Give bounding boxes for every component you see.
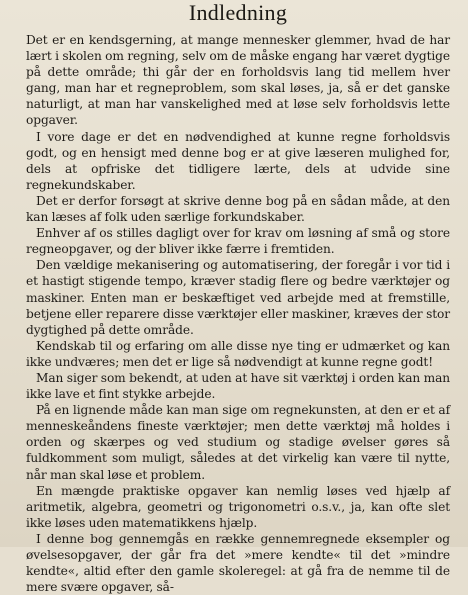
paragraph: Det er en kendsgerning, at mange mennesker glemmer, hvad de har lært i skolen om regning, selv om de måske engang har været dygtige på dette område; thi går der en forholdsvis lang tid mellem hver gang, man har et regneproblem, som skal løses, ja, så er det ganske naturligt, at man har vanskelighed med at løse selv forholdsvis lette opgaver. bbox=[26, 33, 450, 128]
paragraph: En mængde praktiske opgaver kan nemlig løses ved hjælp af aritmetik, algebra, geometri og trigonometri o.s.v., ja, kan ofte slet ikke løses uden matematikkens hjælp. bbox=[26, 483, 450, 530]
paragraph: Den vældige mekanisering og automatisering, der foregår i vor tid i et hastigt stigende tempo, kræver stadig flere og bedre værktøjer og maskiner. Enten man er beskæftiget ved arbejde med at fremstille, betjene eller reparere disse værktøjer eller maskiner, kræves der stor dygtighed på dette område. bbox=[26, 258, 450, 337]
paragraph: På en lignende måde kan man sige om regnekunsten, at den er et af menneskeåndens fineste værktøjer; men dette værktøj må holdes i orden og skærpes og ved studium og stadige øvelser gøres så fuldkomment som muligt, således at det virkelig kan være til nytte, når man skal løse et problem. bbox=[26, 403, 450, 482]
paragraph: Man siger som bekendt, at uden at have sit værktøj i orden kan man ikke lave et fint stykke arbejde. bbox=[26, 370, 450, 402]
chapter-heading: Indledning bbox=[188, 0, 288, 25]
paragraph: I vore dage er det en nødvendighed at kunne regne forholdsvis godt, og en hensigt med denne bog er at give læseren mulighed for, dels at opfriske det tidligere lærte, dels at udvide sine regnekundskaber. bbox=[26, 129, 450, 192]
paragraph: Det er derfor forsøgt at skrive denne bog på en sådan måde, at den kan læses af folk uden særlige forkundskaber. bbox=[26, 193, 450, 225]
paragraph: Enhver af os stilles dagligt over for krav om løsning af små og store regneopgaver, og der bliver ikke færre i fremtiden. bbox=[26, 226, 450, 257]
paragraph: Kendskab til og erfaring om alle disse nye ting er udmærket og kan ikke undværes; men det er lige så nødvendigt at kunne regne godt! bbox=[26, 338, 450, 369]
paragraph: I denne bog gennemgås en række gennemregnede eksempler og øvelsesopgaver, der går fra det »mere kendte« til det »mindre kendte«, altid efter den gamle skoleregel: at gå fra de nemme til de mere svære opgaver, så- bbox=[26, 531, 450, 595]
